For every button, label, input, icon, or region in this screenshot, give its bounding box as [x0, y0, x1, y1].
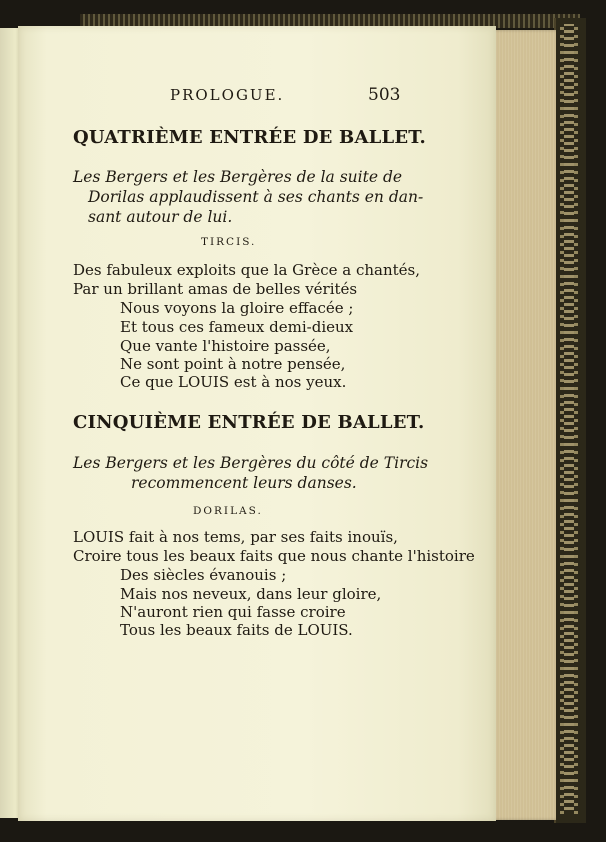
verse-line: Nous voyons la gloire effacée ; — [120, 299, 354, 317]
speaker-name: TIRCIS. — [201, 236, 257, 248]
verse-line: Des fabuleux exploits que la Grèce a chantés, — [73, 261, 420, 279]
verse-line: Croire tous les beaux faits que nous chante l'histoire — [73, 547, 475, 565]
stage-direction-line: sant autour de lui. — [88, 208, 233, 226]
verse-line: Ne sont point à notre pensée, — [120, 355, 346, 373]
speaker-name: DORILAS. — [193, 505, 263, 517]
page-number: 503 — [368, 85, 401, 105]
section-heading: QUATRIÈME ENTRÉE DE BALLET. — [73, 127, 426, 148]
verse-line: Des siècles évanouis ; — [120, 566, 287, 584]
stage-direction-line: Les Bergers et les Bergères du côté de Tircis — [73, 454, 429, 472]
verse-line: N'auront rien qui fasse croire — [120, 603, 346, 621]
section-heading: CINQUIÈME ENTRÉE DE BALLET. — [73, 412, 425, 433]
verse-line: Mais nos neveux, dans leur gloire, — [120, 585, 382, 603]
stage-direction-line: recommencent leurs danses. — [131, 474, 357, 492]
stage-direction-line: Les Bergers et les Bergères de la suite de — [73, 168, 403, 186]
running-head: PROLOGUE. — [170, 86, 285, 104]
verse-line: Tous les beaux faits de LOUIS. — [120, 621, 353, 639]
verse-line: Que vante l'histoire passée, — [120, 337, 331, 355]
verse-line: LOUIS fait à nos tems, par ses faits inouïs, — [73, 528, 398, 546]
verse-line: Ce que LOUIS est à nos yeux. — [120, 373, 347, 391]
verse-line: Par un brillant amas de belles vérités — [73, 280, 358, 298]
verse-line: Et tous ces fameux demi-dieux — [120, 318, 354, 336]
stage-direction-line: Dorilas applaudissent à ses chants en dan- — [88, 188, 424, 206]
